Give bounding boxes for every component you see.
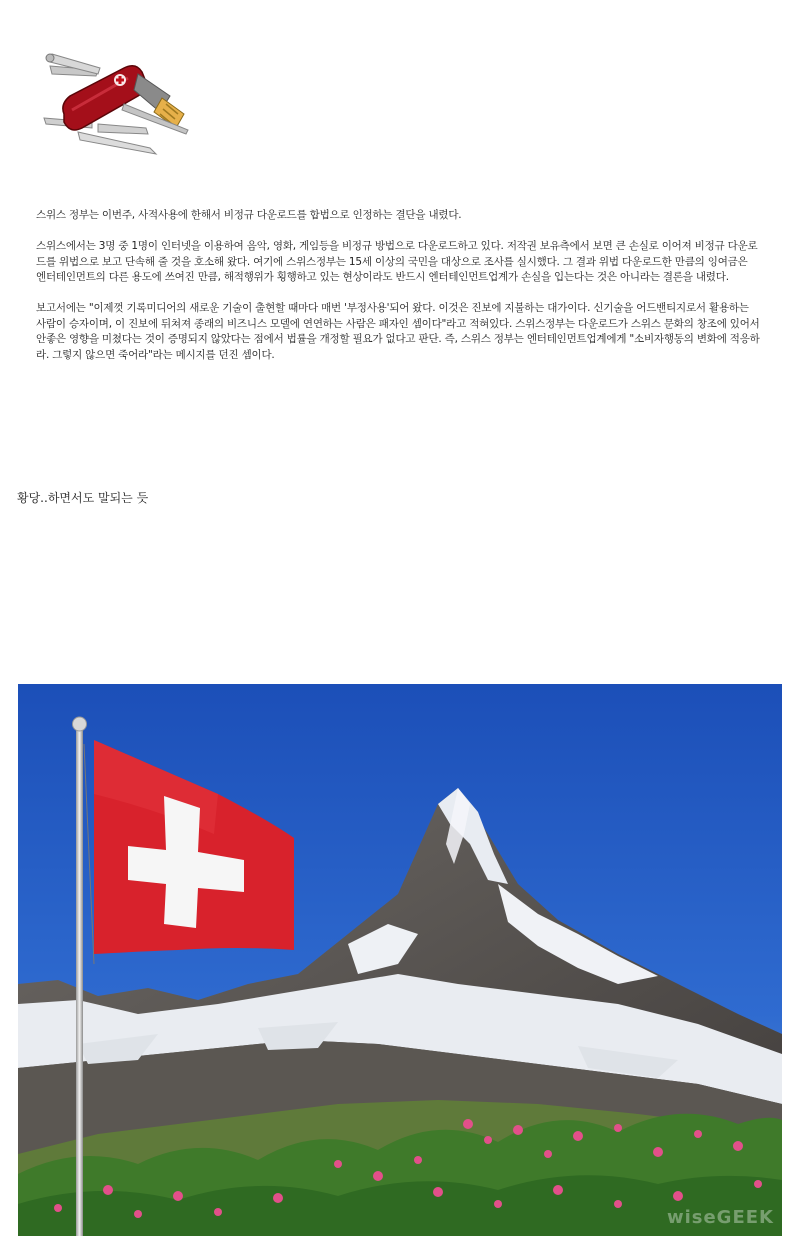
article-paragraph: 보고서에는 "이제껏 기록미디어의 새로운 기술이 출현할 때마다 매번 '부정사용'되어 왔다. 이것은 진보에 지불하는 대가이다. 신기술을 어드밴티지로서 활용하는 사람이 승자이며, 이 진보에 뒤쳐져 종래의 비즈니스 모델에 연연하는 사람은 패자인 셈이다"라고 적혀있다. 스위스정부는 다운로드가 스위스 문화의 창조에 있어서 안좋은 영향을 미쳤다는 것이 증명되지 않았다는 점에서 법률을 개정할 필요가 없다고 판단. 즉, 스위스 정부는 엔터테인먼트업계에게 "소비자행동의 변화에 적응하라. 그렇지 않으면 죽어라"라는 메시지를 던진 셈이다. — [36, 302, 760, 361]
article-body — [36, 208, 760, 379]
user-comment: 황당..하면서도 말되는 듯 — [17, 491, 149, 505]
article-paragraph: 스위스에서는 3명 중 1명이 인터넷을 이용하여 음악, 영화, 게임등을 비정규 방법으로 다운로드하고 있다. 저작권 보유측에서 보면 큰 손실로 이어져 비정규 다운로드를 위법으로 보고 단속해 줄 것을 호소해 왔다. 여기에 스위스정부는 15세 이상의 국민을 대상으로 조사를 실시했다. 그 결과 위법 다운로드한 만큼의 잉여금은 엔터테인먼트의 다른 용도에 쓰여진 만큼, 해적행위가 횡행하고 있는 현상이라도 반드시 엔터테인먼트업계가 손실을 입는다는 것은 아니라는 결론을 내렸다. — [36, 240, 758, 283]
matterhorn-swiss-flag-photo — [18, 684, 782, 1236]
swiss-knife-usb-image — [38, 44, 200, 162]
watermark-text: wiseGEEK — [666, 1207, 774, 1228]
article-paragraph: 스위스 정부는 이번주, 사적사용에 한해서 비정규 다운로드를 합법으로 인정하는 결단을 내렸다. — [36, 209, 462, 221]
